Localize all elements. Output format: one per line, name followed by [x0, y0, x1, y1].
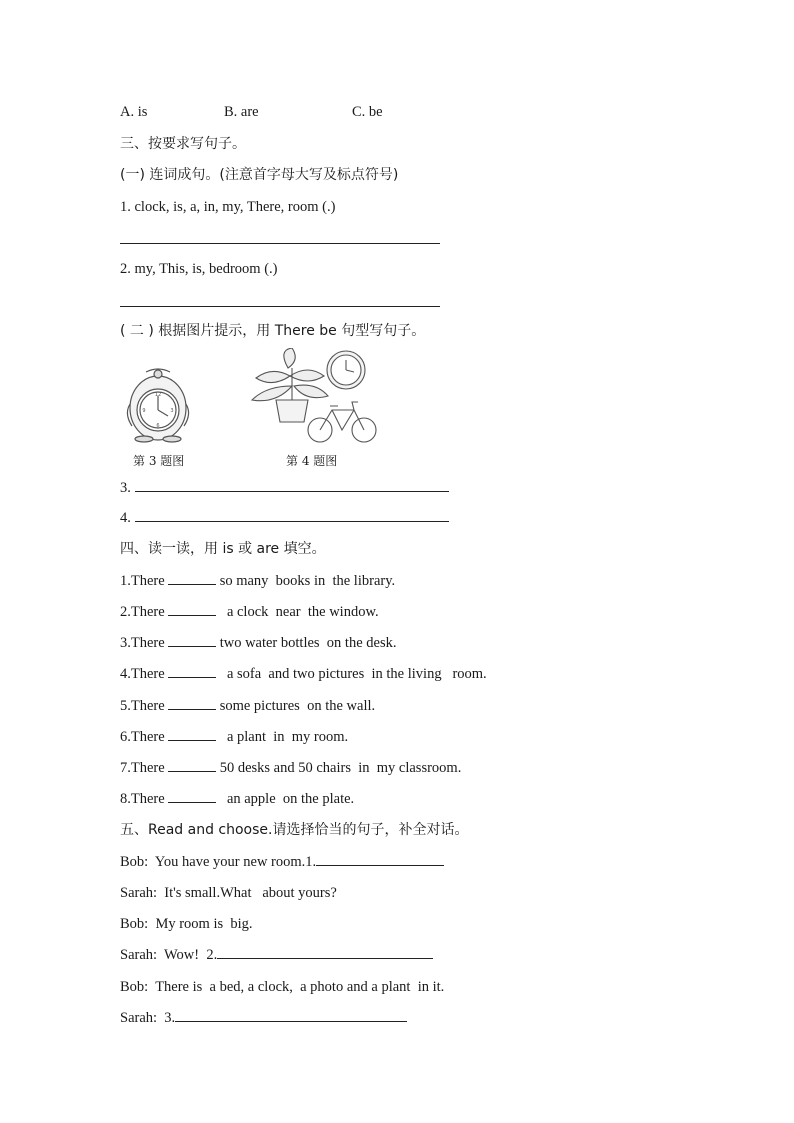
item-prefix: 4.There: [120, 666, 165, 682]
answer-blank: [168, 728, 216, 741]
question-2: 2. my, This, is, bedroom (.): [120, 261, 278, 277]
answer-blank: [168, 697, 216, 710]
dialogue-text: Sarah: It's small.What about yours?: [120, 885, 337, 901]
answer-line-4: [135, 509, 449, 522]
dialogue-line: [120, 978, 444, 996]
dialogue-text: Sarah: Wow! 2.: [120, 947, 218, 963]
list-item: [120, 790, 354, 808]
answer-line: [175, 1009, 407, 1022]
dialogue-text: Bob: You have your new room.1.: [120, 854, 317, 870]
answer-blank: [168, 665, 216, 678]
alarm-clock-picture: [122, 364, 194, 444]
dialogue-line: [120, 1009, 407, 1027]
list-item: [120, 728, 348, 746]
item-suffix: so many books in the library.: [219, 573, 396, 589]
list-item: [120, 759, 461, 777]
answer-line-3: [135, 479, 449, 492]
list-item: [120, 603, 379, 621]
item-prefix: 8.There: [120, 791, 165, 807]
list-item: [120, 665, 487, 683]
dialogue-text: Bob: There is a bed, a clock, a photo and a plant in it.: [120, 979, 445, 995]
svg-text:9: 9: [142, 408, 146, 414]
item-suffix: 50 desks and 50 chairs in my classroom.: [219, 760, 462, 776]
caption-picture-3: 第 3 题图: [133, 454, 185, 468]
section4-title: 四、读一读，用 is 或 are 填空。: [120, 541, 326, 557]
item-suffix: a plant in my room.: [219, 729, 349, 745]
answer-blank: [168, 790, 216, 803]
answer-blank: [168, 634, 216, 647]
item-suffix: two water bottles on the desk.: [219, 635, 397, 651]
section3-part2-title: ( 二 ) 根据图片提示，用 There be 句型写句子。: [120, 323, 426, 339]
item-suffix: an apple on the plate.: [219, 791, 355, 807]
svg-text:12: 12: [154, 392, 162, 398]
section3-part1-title: (一) 连词成句。(注意首字母大写及标点符号): [120, 167, 399, 183]
svg-text:3: 3: [170, 408, 174, 414]
plant-clock-bike-picture: [248, 348, 380, 444]
dialogue-text: Sarah: 3.: [120, 1010, 176, 1026]
dialogue-line: [120, 946, 433, 964]
item-suffix: a sofa and two pictures in the living room.: [219, 666, 487, 682]
item-prefix: 6.There: [120, 729, 165, 745]
item-prefix: 5.There: [120, 698, 165, 714]
question-3-number: 3.: [120, 480, 131, 496]
option-c: C. be: [352, 104, 383, 120]
section3-title: 三、按要求写句子。: [120, 136, 246, 152]
item-prefix: 3.There: [120, 635, 165, 651]
item-prefix: 1.There: [120, 573, 165, 589]
question-3: [120, 479, 449, 497]
answer-blank: [168, 759, 216, 772]
item-suffix: some pictures on the wall.: [219, 698, 376, 714]
question-4-number: 4.: [120, 510, 131, 526]
dialogue-line: [120, 853, 444, 871]
answer-blank: [168, 572, 216, 585]
list-item: [120, 572, 395, 590]
item-prefix: 7.There: [120, 760, 165, 776]
section5-title: 五、Read and choose.请选择恰当的句子，补全对话。: [120, 822, 469, 838]
answer-line-2: [120, 306, 440, 307]
list-item: [120, 634, 396, 652]
question-1: 1. clock, is, a, in, my, There, room (.): [120, 199, 336, 215]
answer-line-1: [120, 243, 440, 244]
question-4: [120, 509, 449, 527]
answer-line: [316, 853, 444, 866]
item-suffix: a clock near the window.: [219, 604, 379, 620]
item-prefix: 2.There: [120, 604, 165, 620]
option-a: A. is: [120, 104, 148, 120]
answer-blank: [168, 603, 216, 616]
dialogue-line: [120, 884, 337, 902]
svg-text:6: 6: [156, 423, 160, 429]
option-b: B. are: [224, 104, 259, 120]
answer-line: [217, 946, 433, 959]
list-item: [120, 697, 375, 715]
caption-picture-4: 第 4 题图: [286, 454, 338, 468]
dialogue-line: [120, 915, 253, 933]
dialogue-text: Bob: My room is big.: [120, 916, 253, 932]
